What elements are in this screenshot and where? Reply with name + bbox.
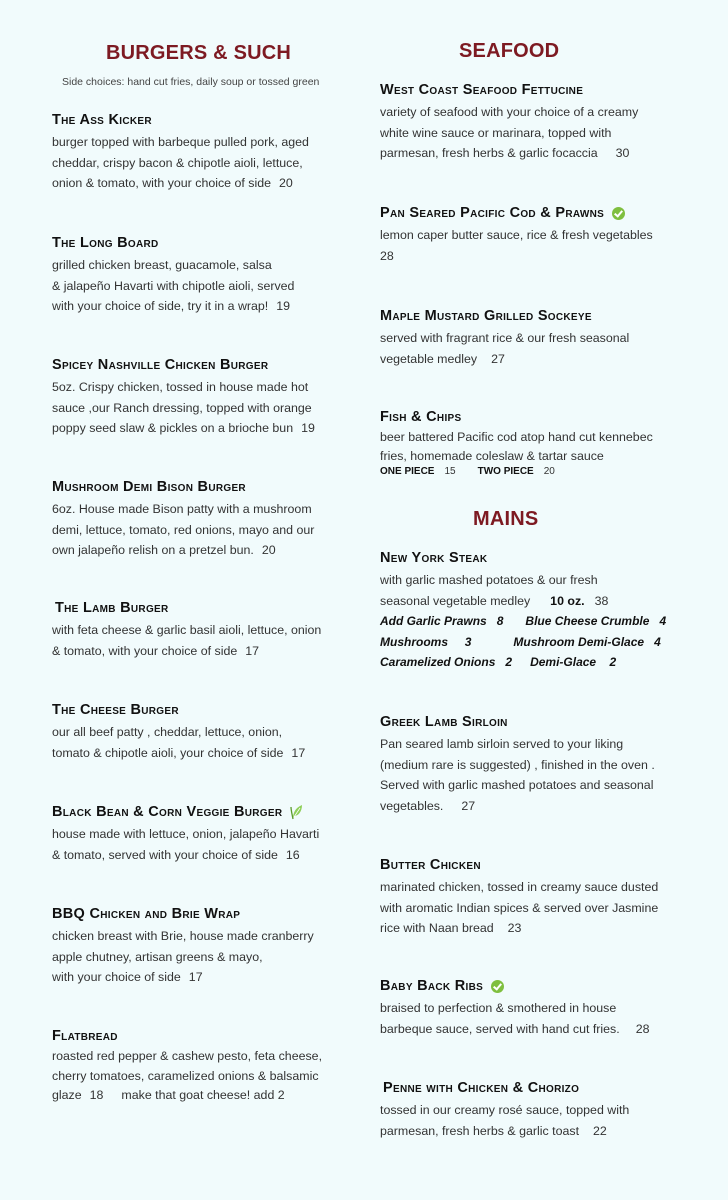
item-price: 19 [301,421,315,436]
item-description: lemon caper butter sauce, rice & fresh vegetables 28 [380,225,710,266]
veggie-leaf-icon [290,804,304,820]
item-name: West Coast Seafood Fettucine [380,82,584,98]
item-name: The Cheese Burger [52,702,179,718]
seafood-section-title: SEAFOOD [459,40,560,62]
item-price: 38 [594,593,609,608]
item-price: 20 [279,176,293,191]
menu-item-bison-burger [52,477,352,561]
menu-item-ny-steak [380,548,710,673]
item-description: house made with lettuce, onion, jalapeño Havarti & tomato, served with your choice of side 16 [52,827,320,862]
item-name: Spicey Nashville Chicken Burger [52,357,269,373]
item-name: Fish & Chips [380,409,462,425]
item-name: Baby Back Ribs [380,978,484,994]
steak-size: 10 oz. [550,593,585,608]
menu-item-lamb-burger [52,598,355,661]
goat-cheese-addon: make that goat cheese! add 2 [121,1088,285,1103]
item-name: BBQ Chicken and Brie Wrap [52,906,241,922]
item-description: beer battered Pacific cod atop hand cut kennebec fries, homemade coleslaw & tartar sauce [380,430,653,463]
item-description: variety of seafood with your choice of a creamy white wine sauce or marinara, topped with parmesan, fresh herbs & garlic focaccia 30 [380,105,639,161]
item-description: 6oz. House made Bison patty with a mushroom demi, lettuce, tomato, red onions, mayo and our own jalapeño relish on a pretzel bun. 20 [52,502,315,558]
item-description: burger topped with barbeque pulled pork, aged cheddar, crispy bacon & chipotle aioli, lettuce, onion & tomato, with your choice of side 20 [52,135,309,191]
item-price: 28 [635,1021,650,1036]
item-price: 18 [89,1088,104,1103]
item-description: marinated chicken, tossed in creamy sauce dusted with aromatic Indian spices & served over Jasmine rice with Naan bread 23 [380,880,659,936]
item-price: 16 [285,847,300,862]
menu-item-ass-kicker [52,110,352,194]
menu-item-cod-prawns [380,203,710,266]
item-name: Penne with Chicken & Chorizo [383,1080,580,1096]
menu-item-fish-chips [380,407,710,477]
item-name: Butter Chicken [380,857,481,873]
side-choices-note: Side choices: hand cut fries, daily soup or tossed green [62,76,320,88]
item-name: Flatbread [52,1028,118,1044]
steak-addons: Add Garlic Prawns 8 Blue Cheese Crumble 4 Mushrooms 3 Mushroom Demi-Glace 4 Caramelized Onions 2 Demi-Glace 2 [380,614,667,670]
item-price: 17 [245,643,260,658]
gluten-free-badge-icon [491,980,504,993]
item-price: 19 [276,299,291,314]
item-description: chicken breast with Brie, house made cranberry apple chutney, artisan greens & mayo, with your choice of side 17 [52,929,314,985]
item-description: Pan seared lamb sirloin served to your liking (medium rare is suggested) , finished in the oven . Served with garlic mashed potatoes and seasonal vegetables. 27 [380,737,655,813]
menu-item-baby-back-ribs [380,976,710,1039]
burgers-section-title: BURGERS & SUCH [106,42,292,64]
menu-item-cheese-burger [52,700,352,763]
item-name: Maple Mustard Grilled Sockeye [380,308,592,324]
item-name: The Ass Kicker [52,112,152,128]
item-price: 28 [380,248,394,263]
item-price: 30 [615,146,630,161]
item-price: 22 [593,1123,607,1138]
menu-item-flatbread [52,1026,352,1106]
fish-chips-sizes: ONE PIECE 15 TWO PIECE 20 [380,466,555,477]
item-name: New York Steak [380,550,488,566]
menu-item-nashville-chicken [52,355,352,439]
item-description: roasted red pepper & cashew pesto, feta cheese, cherry tomatoes, caramelized onions & balsamic glaze 18 make that goat cheese! add 2 [52,1049,323,1103]
item-name: Greek Lamb Sirloin [380,714,508,730]
item-name: Black Bean & Corn Veggie Burger [52,804,283,820]
item-name: Pan Seared Pacific Cod & Prawns [380,205,605,221]
item-description: with garlic mashed potatoes & our fresh seasonal vegetable medley 10 oz. 38 [380,573,609,608]
item-description: braised to perfection & smothered in house barbeque sauce, served with hand cut fries. 28 [380,1001,650,1036]
item-description: our all beef patty , cheddar, lettuce, onion, tomato & chipotle aioli, your choice of side 17 [52,725,306,760]
menu-item-seafood-fettucine [380,80,710,164]
item-price: 20 [261,543,276,558]
item-price: 17 [188,970,203,985]
item-name: The Lamb Burger [55,600,169,616]
menu-item-veggie-burger [52,802,352,865]
menu-item-butter-chicken [380,855,710,939]
item-price: 23 [507,921,522,936]
menu-item-bbq-chicken-wrap [52,904,352,988]
item-description: with feta cheese & garlic basil aioli, lettuce, onion & tomato, with your choice of side 17 [52,623,322,658]
item-description: served with fragrant rice & our fresh seasonal vegetable medley 27 [380,331,630,366]
item-name: The Long Board [52,235,159,251]
item-price: 27 [491,351,505,366]
item-price: 17 [291,745,306,760]
mains-section-title: MAINS [473,508,539,530]
item-name: Mushroom Demi Bison Burger [52,479,246,495]
item-description: 5oz. Crispy chicken, tossed in house made hot sauce ,our Ranch dressing, topped with orange poppy seed slaw & pickles on a brioche bun 19 [52,380,315,436]
menu-item-sockeye [380,306,710,369]
menu-item-penne-chorizo [380,1078,713,1141]
item-description: tossed in our creamy rosé sauce, topped with parmesan, fresh herbs & garlic toast 22 [380,1103,630,1138]
item-description: grilled chicken breast, guacamole, salsa & jalapeño Havarti with chipotle aioli, served with your choice of side, try it in a wrap! 19 [52,258,295,314]
menu-item-long-board [52,233,352,317]
item-price: 27 [461,798,476,813]
menu-item-greek-lamb [380,712,710,816]
gluten-free-badge-icon [612,207,625,220]
